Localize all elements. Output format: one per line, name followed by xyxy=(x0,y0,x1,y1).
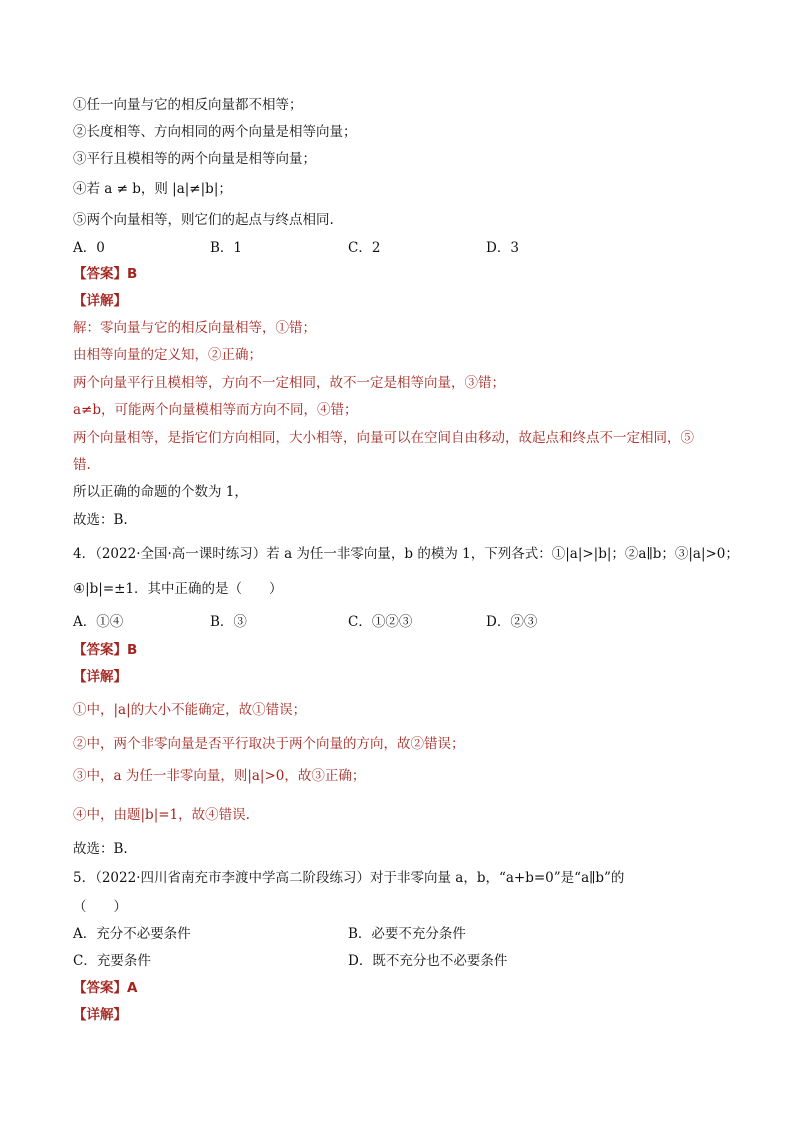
q3-option-a: A．0 xyxy=(73,240,105,256)
q3-explanation-7: 所以正确的命题的个数为 1， xyxy=(73,484,248,500)
q3-explanation-1: 解：零向量与它的相反向量相等，①错； xyxy=(73,320,316,336)
q4-option-b: B．③ xyxy=(210,614,247,630)
q3-explanation-5: 两个向量相等，是指它们方向相同，大小相等，向量可以在空间自由移动，故起点和终点不一定相同，⑤ xyxy=(73,430,694,446)
q5-answer-value: A xyxy=(127,980,138,996)
q3-option-c: C．2 xyxy=(348,240,381,256)
q4-stem-line2: ④|b|=±1．其中正确的是（ ） xyxy=(73,581,283,597)
q4-option-a: A．①④ xyxy=(73,614,124,630)
q3-answer-label: 【答案】 xyxy=(73,266,127,282)
q5-option-d: D．既不充分也不必要条件 xyxy=(348,953,508,969)
q3-option-d: D．3 xyxy=(486,240,519,256)
q3-explanation-3: 两个向量平行且模相等，方向不一定相同，故不一定是相等向量，③错； xyxy=(73,375,505,391)
q4-answer-row xyxy=(73,641,137,659)
q4-answer-value: B xyxy=(127,642,138,658)
q3-explanation-4: a≠b，可能两个向量模相等而方向不同，④错； xyxy=(73,402,358,418)
q4-explanation-4: ④中，由题|b|=1，故④错误. xyxy=(73,807,250,823)
q3-statement-2: ②长度相等、方向相同的两个向量是相等向量； xyxy=(73,124,357,140)
q4-explanation-3: ③中，a 为任一非零向量，则|a|>0，故③正确； xyxy=(73,768,366,784)
q5-answer-row xyxy=(73,979,137,997)
q3-answer-row xyxy=(73,265,137,283)
q3-statement-3: ③平行且模相等的两个向量是相等向量； xyxy=(73,151,316,167)
q4-conclusion: 故选：B. xyxy=(73,841,128,857)
q3-option-b: B．1 xyxy=(210,240,243,256)
q3-detail-label: 【详解】 xyxy=(73,293,127,309)
q5-option-a: A．充分不必要条件 xyxy=(73,926,191,942)
q3-answer-value: B xyxy=(127,266,138,282)
q5-option-c: C．充要条件 xyxy=(73,953,151,969)
q5-option-b: B．必要不充分条件 xyxy=(348,926,466,942)
q4-explanation-1: ①中，|a|的大小不能确定，故①错误； xyxy=(73,702,307,718)
q4-explanation-2: ②中，两个非零向量是否平行取决于两个向量的方向，故②错误； xyxy=(73,736,465,752)
q4-stem-line1: 4．（2022·全国·高一课时练习）若 a 为任一非零向量，b 的模为 1，下列各式：①|a|>|b|；②a∥b；③|a|>0； xyxy=(73,546,739,562)
q3-statement-1: ①任一向量与它的相反向量都不相等； xyxy=(73,97,303,113)
q5-answer-label: 【答案】 xyxy=(73,980,127,996)
q4-option-c: C．①②③ xyxy=(348,614,413,630)
q5-detail-label: 【详解】 xyxy=(73,1007,127,1023)
q5-stem-line2: （ ） xyxy=(73,899,127,915)
q4-option-d: D．②③ xyxy=(486,614,538,630)
q3-explanation-6: 错. xyxy=(73,457,91,473)
q3-conclusion: 故选：B. xyxy=(73,512,128,528)
q4-detail-label: 【详解】 xyxy=(73,669,127,685)
q4-answer-label: 【答案】 xyxy=(73,642,127,658)
q3-statement-4: ④若 a ≠ b，则 |a|≠|b|； xyxy=(73,181,232,197)
q3-explanation-2: 由相等向量的定义知，②正确； xyxy=(73,347,262,363)
q5-stem-line1: 5．（2022·四川省南充市李渡中学高二阶段练习）对于非零向量 a，b，“a+b=0”是“a∥b”的 xyxy=(73,870,625,886)
q3-statement-5: ⑤两个向量相等，则它们的起点与终点相同. xyxy=(73,212,334,228)
